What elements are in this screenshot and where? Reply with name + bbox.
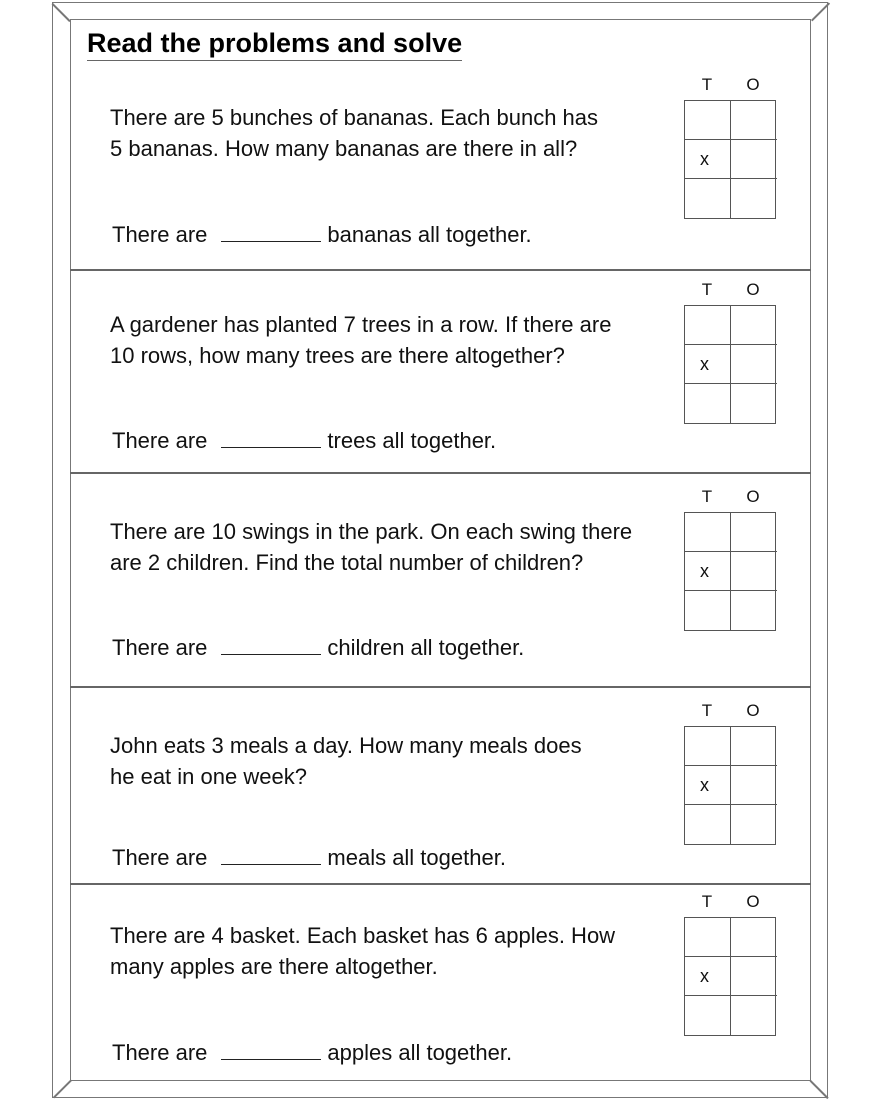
answer-blank[interactable] [221,1041,321,1060]
grid-cell[interactable] [685,101,731,140]
answer-prefix: There are [112,1040,208,1065]
section-divider [70,883,811,885]
tens-ones-grid [684,726,776,845]
grid-cell[interactable] [685,179,731,218]
answer-suffix: trees all together. [327,428,497,453]
answer-suffix: meals all together. [327,845,506,870]
problem-question: There are 4 basket. Each basket has 6 apples. How many apples are there altogether. [110,923,616,979]
page-title: Read the problems and solve [87,28,462,61]
answer-line [112,222,532,248]
tens-ones-grid [684,917,776,1036]
section-divider [70,686,811,688]
answer-blank[interactable] [221,223,321,242]
grid-cell-marked[interactable]: x [685,345,731,384]
grid-cell[interactable] [685,384,731,423]
section-divider [70,472,811,474]
ones-label: O [746,892,760,911]
grid-cell[interactable] [685,918,731,957]
tens-label: T [701,75,713,94]
section-divider [70,269,811,271]
answer-line [112,1040,512,1066]
grid-cell[interactable] [685,996,731,1035]
ones-label: O [746,280,760,299]
answer-line [112,428,496,454]
grid-cell[interactable] [731,552,777,591]
tens-ones-grid [684,305,776,424]
place-value-header [684,892,776,912]
ones-label: O [746,75,760,94]
problem-question: There are 10 swings in the park. On each swing there are 2 children. Find the total number of children? [110,519,633,575]
grid-cell[interactable] [685,727,731,766]
grid-cell-marked[interactable]: x [685,766,731,805]
place-value-header [684,280,776,300]
tens-label: T [701,487,713,506]
answer-prefix: There are [112,222,208,247]
tens-label: T [701,280,713,299]
grid-cell-marked[interactable]: x [685,140,731,179]
problem-question: John eats 3 meals a day. How many meals does he eat in one week? [110,733,582,789]
answer-suffix: apples all together. [327,1040,513,1065]
grid-cell[interactable] [731,727,777,766]
answer-blank[interactable] [221,846,321,865]
grid-cell[interactable] [731,513,777,552]
tens-ones-grid [684,512,776,631]
answer-line [112,845,506,871]
grid-cell[interactable] [685,513,731,552]
grid-cell-marked[interactable]: x [685,552,731,591]
grid-cell[interactable] [731,345,777,384]
answer-line [112,635,524,661]
problem-question: There are 5 bunches of bananas. Each bunch has 5 bananas. How many bananas are there in all? [110,105,599,161]
answer-blank[interactable] [221,429,321,448]
grid-cell[interactable] [685,591,731,630]
ones-label: O [746,487,760,506]
tens-label: T [701,892,713,911]
grid-cell[interactable] [731,805,777,844]
place-value-header [684,75,776,95]
answer-prefix: There are [112,428,208,453]
grid-cell[interactable] [685,306,731,345]
grid-cell[interactable] [731,384,777,423]
answer-prefix: There are [112,845,208,870]
answer-blank[interactable] [221,636,321,655]
grid-cell[interactable] [731,306,777,345]
grid-cell[interactable] [731,957,777,996]
grid-cell[interactable] [685,805,731,844]
answer-suffix: bananas all together. [327,222,532,247]
grid-cell[interactable] [731,101,777,140]
place-value-header [684,487,776,507]
place-value-header [684,701,776,721]
answer-prefix: There are [112,635,208,660]
answer-suffix: children all together. [327,635,525,660]
grid-cell[interactable] [731,591,777,630]
grid-cell[interactable] [731,918,777,957]
grid-cell[interactable] [731,140,777,179]
grid-cell[interactable] [731,179,777,218]
tens-label: T [701,701,713,720]
grid-cell[interactable] [731,996,777,1035]
grid-cell[interactable] [731,766,777,805]
grid-cell-marked[interactable]: x [685,957,731,996]
ones-label: O [746,701,760,720]
tens-ones-grid [684,100,776,219]
problem-question: A gardener has planted 7 trees in a row. If there are 10 rows, how many trees are there altogether? [110,312,612,368]
